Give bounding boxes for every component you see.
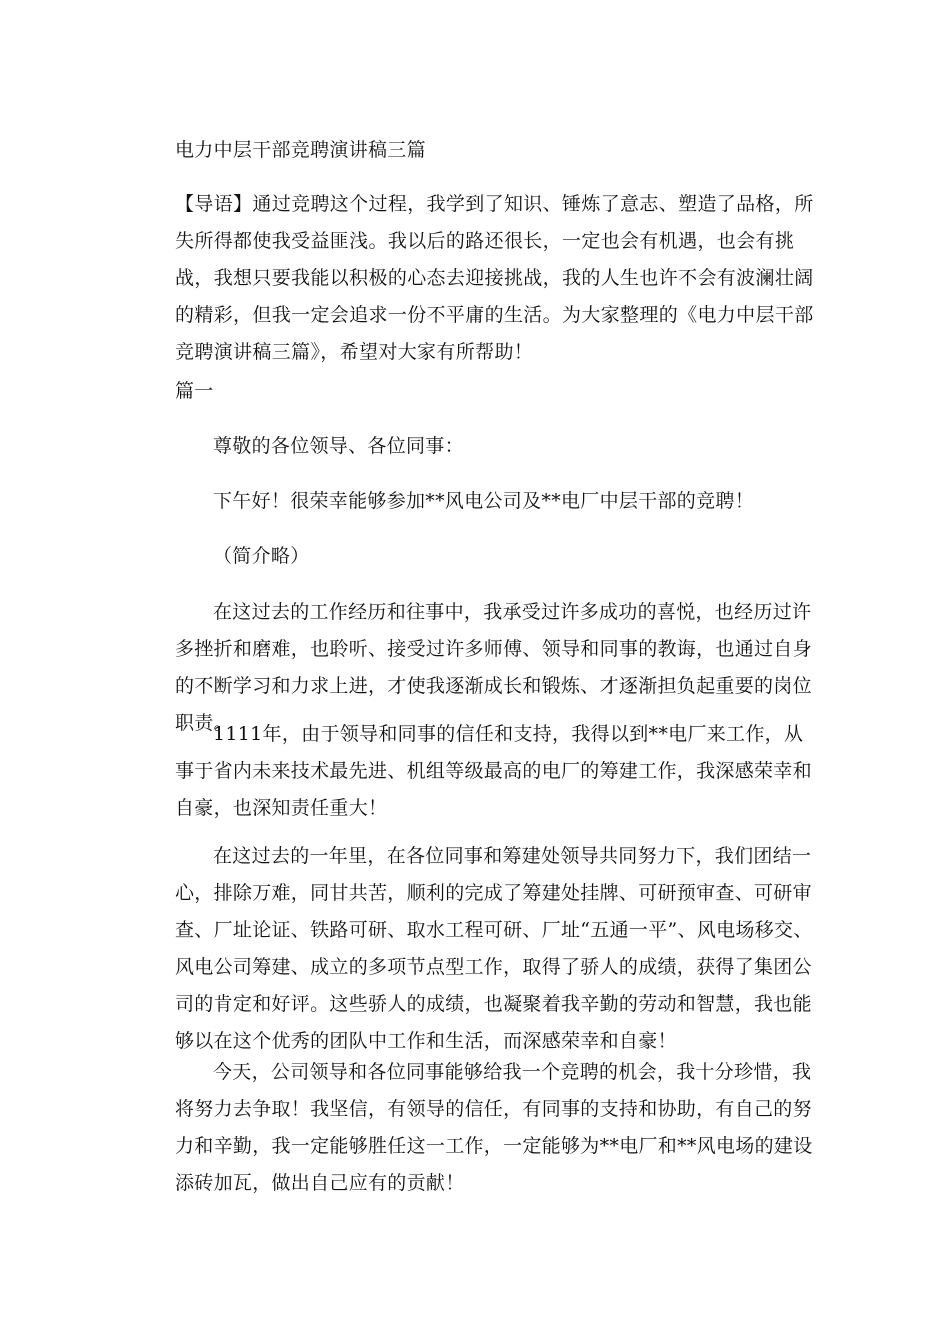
body-paragraph-2: 1111年，由于领导和同事的信任和支持，我得以到**电厂来工作，从事于省内未来技术最先进、机组等级最高的电厂的筹建工作，我深感荣幸和自豪，也深知责任重大！ [175, 723, 812, 819]
body-paragraph-4: 今天，公司领导和各位同事能够给我一个竞聘的机会，我十分珍惜，我将努力去争取！我坚信，有领导的信任，有同事的支持和协助，有自己的努力和辛勤，我一定能够胜任这一工作，一定能够为**电厂和**风电场的建设添砖加瓦，做出自己应有的贡献！ [175, 1061, 813, 1194]
document-title: 电力中层干部竞聘演讲稿三篇 [175, 139, 426, 161]
salutation-line: 尊敬的各位领导、各位同事： [213, 435, 464, 457]
intro-note: （简介略） [213, 545, 310, 567]
section-heading: 篇一 [175, 380, 214, 402]
body-paragraph-1: 在这过去的工作经历和往事中，我承受过许多成功的喜悦，也经历过许多挫折和磨难，也聆听、接受过许多师傅、领导和同事的教诲，也通过自身的不断学习和力求上进，才使我逐渐成长和锻炼、才逐渐担负起重要的岗位职责。 [175, 601, 812, 734]
greeting-line: 下午好！很荣幸能够参加**风电公司及**电厂中层干部的竞聘！ [213, 490, 755, 512]
lead-paragraph: 【导语】通过竞聘这个过程，我学到了知识、锤炼了意志、塑造了品格，所失所得都使我受益匪浅。我以后的路还很长，一定也会有机遇，也会有挑战，我想只要我能以积极的心态去迎接挑战，我的人生也许不会有波澜壮阔的精彩，但我一定会追求一份不平庸的生活。为大家整理的《电力中层干部竞聘演讲稿三篇》，希望对大家有所帮助！ [175, 193, 814, 363]
body-paragraph-3: 在这过去的一年里，在各位同事和筹建处领导共同努力下，我们团结一心，排除万难，同甘共苦，顺利的完成了筹建处挂牌、可研预审查、可研审查、厂址论证、铁路可研、取水工程可研、厂址“五通一平”、风电场移交、风电公司筹建、成立的多项节点型工作，取得了骄人的成绩，获得了集团公司的肯定和好评。这些骄人的成绩，也凝聚着我辛勤的劳动和智慧，我也能够以在这个优秀的团队中工作和生活，而深感荣幸和自豪！ [175, 845, 813, 1052]
